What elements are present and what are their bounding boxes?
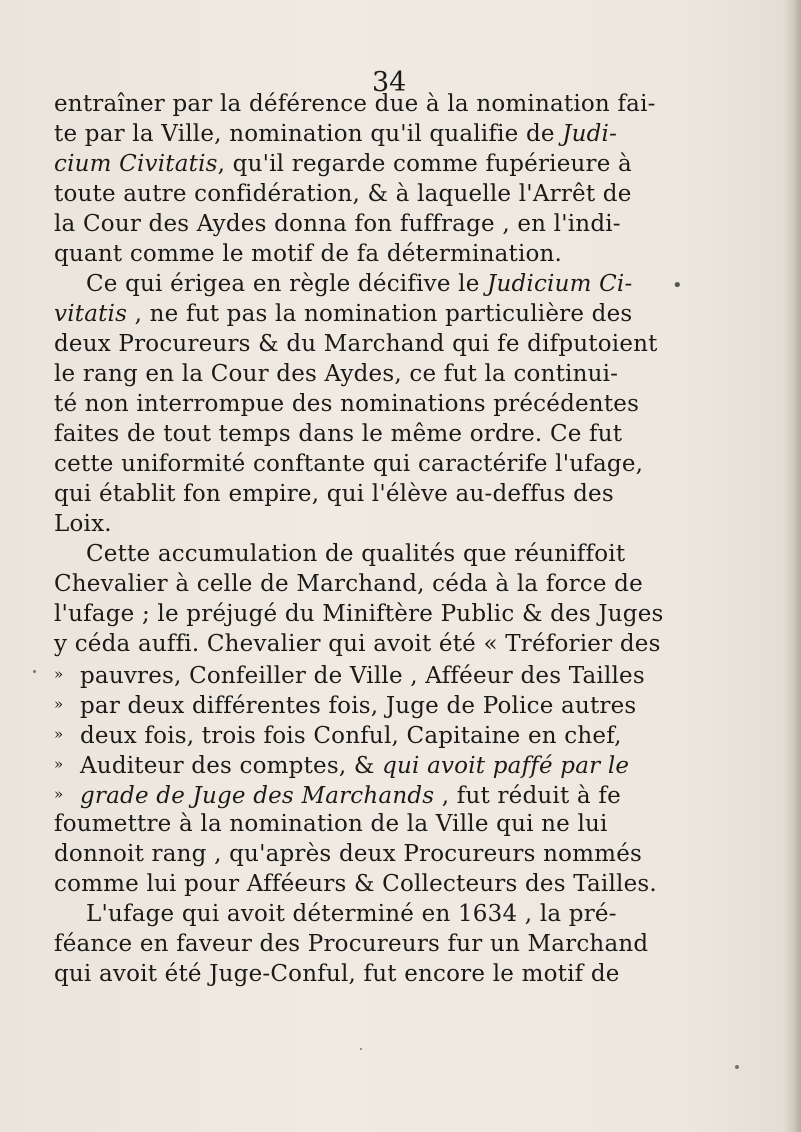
text-segment: deux fois, trois fois Conful, Capitaine en chef, bbox=[80, 723, 622, 749]
text-line bbox=[54, 809, 714, 839]
marginal-mark: • bbox=[672, 275, 683, 296]
text-segment: féance en faveur des Procureurs fur un Marchand bbox=[54, 931, 649, 957]
quotation-mark: » bbox=[54, 695, 64, 713]
text-segment: , fut réduit à fe bbox=[434, 783, 621, 809]
text-segment: Cette accumulation de qualités que réuniffoit bbox=[86, 541, 626, 567]
text-segment: faites de tout temps dans le même ordre. Ce fut bbox=[54, 421, 623, 447]
text-segment: Ce qui érigea en règle décifive le bbox=[86, 271, 488, 297]
text-segment: , ne fut pas la nomination particulière des bbox=[127, 301, 633, 327]
text-segment: Loix. bbox=[54, 511, 112, 537]
text-line bbox=[54, 389, 714, 419]
text-segment: Auditeur des comptes, & bbox=[80, 753, 383, 779]
text-segment: donnoit rang , qu'après deux Procureurs nommés bbox=[54, 841, 643, 867]
text-segment: qui établit fon empire, qui l'élève au-deffus des bbox=[54, 481, 614, 507]
quotation-mark: » bbox=[54, 725, 64, 743]
text-line bbox=[54, 749, 714, 779]
italic-text: qui avoit paffé par le bbox=[382, 753, 630, 779]
italic-text: vitatis bbox=[54, 301, 128, 327]
text-segment: toute autre confidération, & à laquelle l'Arrêt de bbox=[54, 181, 632, 207]
paper-speck bbox=[735, 1065, 739, 1069]
quotation-mark: » bbox=[54, 785, 64, 803]
text-segment: L'ufage qui avoit déterminé en 1634 , la pré- bbox=[86, 901, 617, 927]
page-number: 34 bbox=[372, 67, 407, 98]
text-segment: comme lui pour Afféeurs & Collecteurs des Tailles. bbox=[54, 871, 657, 897]
text-segment: , qu'il regarde comme fupérieure à bbox=[217, 151, 632, 177]
text-line bbox=[54, 419, 714, 449]
paper-speck bbox=[33, 670, 36, 673]
paper-speck bbox=[360, 1048, 362, 1050]
text-line bbox=[54, 239, 714, 269]
text-line bbox=[54, 119, 714, 149]
text-segment: deux Procureurs & du Marchand qui fe difputoient bbox=[54, 331, 658, 357]
text-segment: pauvres, Confeiller de Ville , Afféeur des Tailles bbox=[80, 663, 645, 689]
text-line bbox=[54, 659, 714, 689]
text-line bbox=[54, 149, 714, 179]
italic-text: Judicium Ci- bbox=[487, 271, 633, 297]
text-line bbox=[54, 839, 714, 869]
quotation-mark: » bbox=[54, 665, 64, 683]
text-line bbox=[54, 479, 714, 509]
text-line bbox=[54, 509, 714, 539]
text-segment: té non interrompue des nominations précédentes bbox=[54, 391, 640, 417]
text-segment: l'ufage ; le préjugé du Miniftère Public & des Juges bbox=[54, 601, 664, 627]
quotation-mark: » bbox=[54, 755, 64, 773]
text-line bbox=[54, 899, 714, 929]
text-segment: par deux différentes fois, Juge de Police autres bbox=[80, 693, 637, 719]
text-line bbox=[54, 599, 714, 629]
text-segment: la Cour des Aydes donna fon fuffrage , en l'indi- bbox=[54, 211, 621, 237]
text-line bbox=[54, 689, 714, 719]
italic-text: Judi- bbox=[562, 121, 618, 147]
text-line bbox=[54, 89, 714, 119]
text-line bbox=[54, 929, 714, 959]
text-line bbox=[54, 359, 714, 389]
text-segment: cette uniformité conftante qui caractérife l'ufage, bbox=[54, 451, 644, 477]
text-line bbox=[54, 569, 714, 599]
text-segment: qui avoit été Juge-Conful, fut encore le motif de bbox=[54, 961, 620, 987]
italic-text: cium Civitatis bbox=[54, 151, 218, 177]
body-text bbox=[54, 89, 714, 989]
text-line bbox=[54, 779, 714, 809]
italic-text: grade de Juge des Marchands bbox=[80, 783, 435, 809]
text-segment: entraîner par la déférence due à la nomination fai- bbox=[54, 91, 656, 117]
text-line bbox=[54, 959, 714, 989]
page-edge-shadow bbox=[783, 0, 801, 1132]
text-line bbox=[54, 869, 714, 899]
text-segment: te par la Ville, nomination qu'il qualifie de bbox=[54, 121, 563, 147]
text-line bbox=[54, 329, 714, 359]
text-line bbox=[54, 299, 714, 329]
text-segment: Chevalier à celle de Marchand, céda à la force de bbox=[54, 571, 643, 597]
text-segment: y céda auffi. Chevalier qui avoit été « Tréforier des bbox=[54, 631, 661, 657]
text-segment: le rang en la Cour des Aydes, ce fut la continui- bbox=[54, 361, 619, 387]
text-segment: foumettre à la nomination de la Ville qui ne lui bbox=[54, 811, 608, 837]
text-line bbox=[54, 269, 714, 299]
text-line bbox=[54, 539, 714, 569]
text-line bbox=[54, 719, 714, 749]
text-line bbox=[54, 629, 714, 659]
text-line bbox=[54, 449, 714, 479]
text-segment: quant comme le motif de fa détermination. bbox=[54, 241, 563, 267]
text-line bbox=[54, 209, 714, 239]
text-line bbox=[54, 179, 714, 209]
